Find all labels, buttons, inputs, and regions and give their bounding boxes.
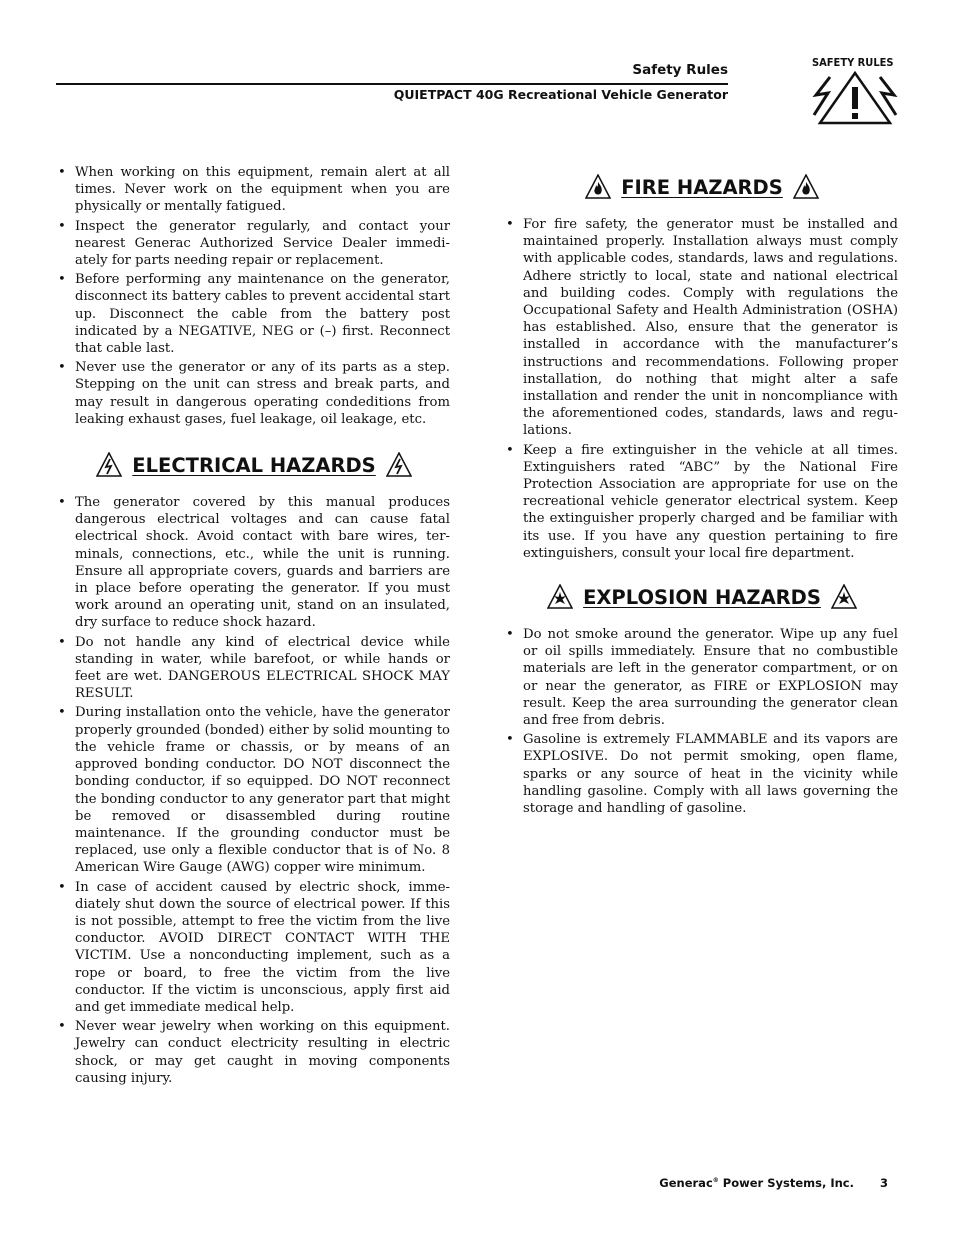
page-footer [659,1176,888,1190]
fire-warning-icon [585,174,611,200]
list-item: • Inspect the generator regularly, and contact your nearest Generac Authorized Service Dealer immediately for parts needing repair or replacement. [58,218,450,270]
list-item: • When working on this equipment, remain alert at all times. Never work on the equipment when you are physically or mentally fatigued. [58,164,450,216]
explosion-warning-icon [547,584,573,610]
list-item: • Before performing any maintenance on the generator, disconnect its battery cables to prevent accidental start up. Disconnect the cable from the battery post indicated by a NEGATIVE, NEG or (–) first. Reconnect that cable last. [58,271,450,357]
explosion-bullet-list [506,626,898,817]
electrical-bullet-list [58,494,450,1087]
list-item: • Do not smoke around the generator. Wipe up any fuel or oil spills immediately. Ensure that no combustible materials are left in the generator compartment, or on or near the generator, as FIRE or EXPLOSION may result. Keep the area surrounding the generator clean and free from debris. [506,626,898,729]
explosion-hazards-heading [506,580,898,614]
list-item: • During installation onto the vehicle, have the generator properly grounded (bonded) either by solid mounting to the vehicle frame or chassis, or by means of an approved bonding conductor. DO NOT disconnect the bonding conductor, if so equipped. DO NOT reconnect the bonding conductor to any generator part that might be removed or disassembled during routine maintenance. If the grounding conductor must be replaced, use only a flexible conductor that is of No. 8 American Wire Gauge (AWG) copper wire minimum. [58,704,450,876]
page-header-title: Safety Rules [632,62,728,78]
section-title: EXPLOSION HAZARDS [583,585,821,609]
footer-company: Generac® Power Systems, Inc. [659,1176,854,1190]
electrical-hazards-heading [58,448,450,482]
section-title: FIRE HAZARDS [621,175,783,199]
fire-hazards-heading [506,170,898,204]
list-item: • Never wear jewelry when working on this equipment. Jewelry can conduct electricity resulting in electric shock, or may get caught in moving components causing injury. [58,1018,450,1087]
header-rule [56,83,728,85]
fire-bullet-list [506,216,898,562]
lightning-warning-icon [812,71,898,125]
explosion-warning-icon [831,584,857,610]
page-number: 3 [879,1176,888,1190]
list-item: • Keep a fire extinguisher in the vehicle at all times. Extinguishers rated “ABC” by the National Fire Protection Association are appropriate for use on the recreational vehicle generator electrical system. Keep the extinguisher properly charged and be familiar with its use. If you have any question pertaining to fire extinguishers, consult your local fire department. [506,442,898,562]
safety-rules-badge-label: SAFETY RULES [812,56,894,69]
page-header-subtitle: QUIETPACT 40G Recreational Vehicle Generator [393,87,728,102]
left-column [58,164,450,1089]
list-item: • Gasoline is extremely FLAMMABLE and its vapors are EXPLOSIVE. Do not permit smoking, open flame, sparks or any source of heat in the vicinity while handling gasoline. Comply with all laws governing the storage and handling of gasoline. [506,731,898,817]
list-item: • Never use the generator or any of its parts as a step. Stepping on the unit can stress and break parts, and may result in dangerous operating condeditions from leaking exhaust gases, fuel leakage, oil leakage, etc. [58,359,450,428]
intro-bullet-list [58,164,450,428]
list-item: • For fire safety, the generator must be installed and maintained properly. Installation always must comply with applicable codes, standards, laws and regulations. Adhere strictly to local, state and national electrical and building codes. Comply with regulations the Occupational Safety and Health Administration (OSHA) has established. Also, ensure that the generator is installed in accordance with the manufacturer’s instructions and recommendations. Following proper installation, do nothing that might alter a safe installation and render the unit in noncompliance with the aforementioned codes, standards, laws and regulations. [506,216,898,440]
section-title: ELECTRICAL HAZARDS [132,453,376,477]
list-item: • Do not handle any kind of electrical device while standing in water, while barefoot, or while hands or feet are wet. DANGEROUS ELECTRICAL SHOCK MAY RESULT. [58,634,450,703]
right-column [506,164,898,819]
electrical-warning-icon [96,452,122,478]
fire-warning-icon [793,174,819,200]
list-item: • The generator covered by this manual produces dangerous electrical voltages and can cause fatal electrical shock. Avoid contact with bare wires, terminals, connections, etc., while the unit is running. Ensure all appropriate covers, guards and barriers are in place before operating the generator. If you must work around an operating unit, stand on an insulated, dry surface to reduce shock hazard. [58,494,450,632]
electrical-warning-icon [386,452,412,478]
list-item: • In case of accident caused by electric shock, immediately shut down the source of electrical power. If this is not possible, attempt to free the victim from the live conductor. AVOID DIRECT CONTACT WITH THE VICTIM. Use a nonconducting implement, such as a rope or board, to free the victim from the live conductor. If the victim is unconscious, apply first aid and get immediate medical help. [58,879,450,1017]
